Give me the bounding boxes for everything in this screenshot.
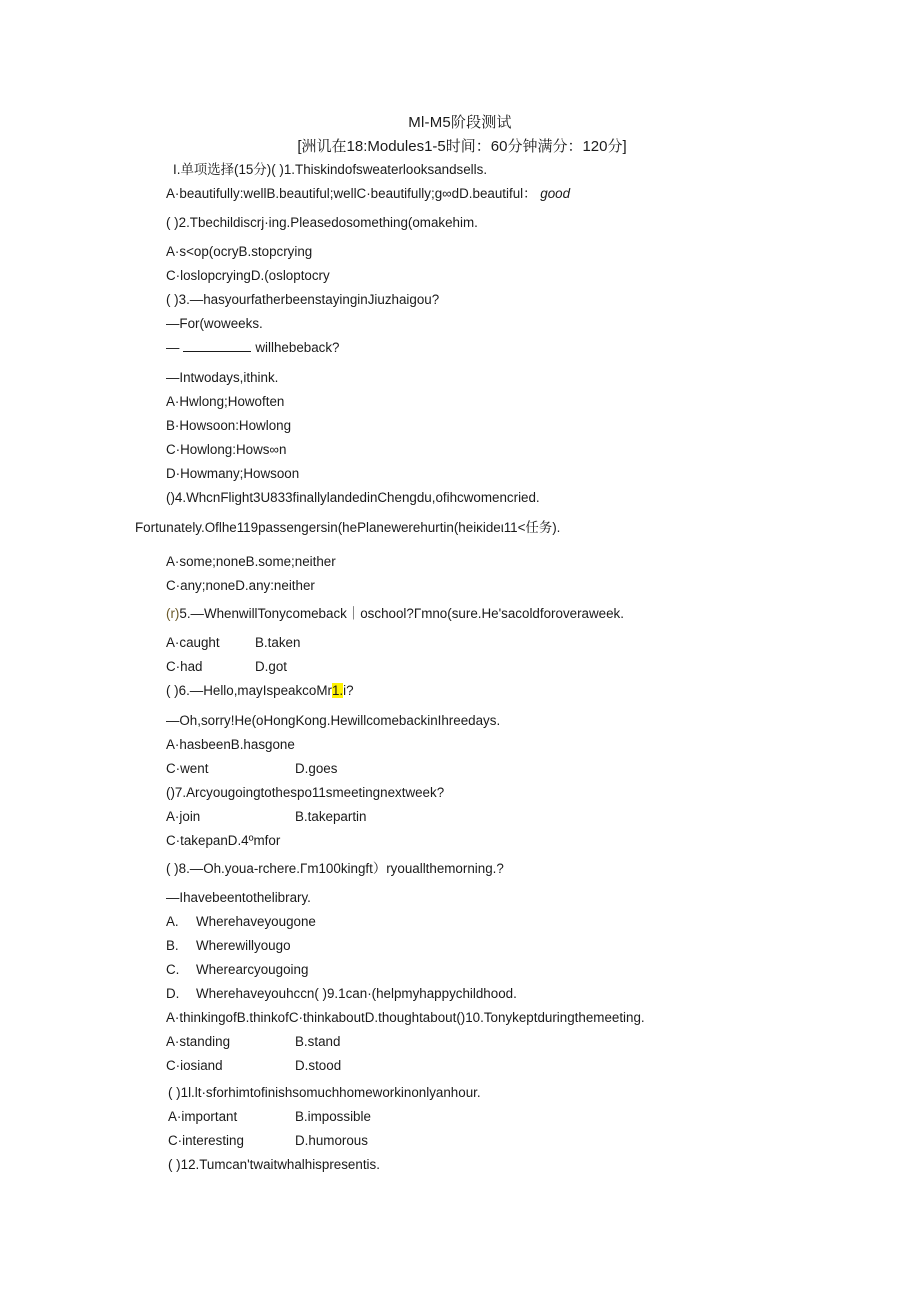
question-3-option-b: B·Howsoon:Howlong	[166, 418, 292, 433]
question-3-dialog-3: —Intwodays,ithink.	[166, 370, 279, 385]
question-3-dialog-2	[166, 339, 340, 357]
question-6-option-c: C·went	[166, 761, 209, 776]
question-8-option-b-letter: B.	[166, 938, 179, 953]
question-11-option-b: B.impossible	[295, 1109, 371, 1124]
question-10-option-d: D.stood	[295, 1058, 342, 1073]
question-6	[166, 682, 354, 700]
question-8-option-a-letter: A.	[166, 914, 179, 929]
question-5-option-c: C·had	[166, 659, 203, 674]
question-4-options-cd: C·any;noneD.any:neither	[166, 578, 315, 593]
page-title: Ml-M5阶段测试	[408, 114, 512, 131]
question-12: ( )12.Tumcan'twaitwhalhispresentis.	[168, 1157, 380, 1172]
question-2: ( )2.Tbechildiscrj·ing.Pleasedosomething(omakehim.	[166, 215, 478, 230]
question-2-options-cd: C·loslopcryingD.(oslopto​cry	[166, 268, 330, 283]
question-4-continued: Fortunately.Oflhe119passengersin(hePlanewerehurtin(heiκideι11<任务).	[135, 520, 561, 535]
question-1-options	[166, 185, 570, 203]
question-6-dialog: —Oh,sorry!He(oHongKong.HewillcomebackinIhreedays.	[166, 713, 501, 728]
section-heading-question-1: I.单项选择(15分)( )1.Thiskindofsweaterlooksandsells.	[173, 162, 488, 177]
question-8-option-b: Wherewillyougo	[196, 938, 291, 953]
question-7-option-a: A·join	[166, 809, 201, 824]
question-8: ( )8.—Oh.youa-rchere.Γm100kingft）ryouallthemorning.?	[166, 861, 504, 876]
question-9-options-and-question-10: A·thinkingofB.thinkofC·thinkaboutD.thoughtabout()10.Tonykeptduringthemeeting.	[166, 1010, 645, 1025]
question-3-option-a: A·Hwlong;Howoften	[166, 394, 285, 409]
question-4: ()4.WhcnFlight3U833finallylandedinChengdu,ofihcwomencried.	[166, 490, 540, 505]
question-11: ( )1l.lt·sforhimtofinishsomuchhomeworkinonlyanhour.	[168, 1085, 481, 1100]
question-8-option-a: Wherehaveyougone	[196, 914, 316, 929]
question-6-options-ab: A·hasbeenB.hasgone	[166, 737, 295, 752]
question-4-options-ab: A·some;noneB.some;neither	[166, 554, 336, 569]
question-10-option-b: B.stand	[295, 1034, 341, 1049]
question-5	[166, 605, 624, 623]
question-3: ( )3.—hasyourfatherbeenstayinginJiuzhaigou?	[166, 292, 440, 307]
question-3-dialog-1: —For(woweeks.	[166, 316, 263, 331]
question-3-option-d: D·Howmany;Howsoon	[166, 466, 300, 481]
question-8-option-d-letter: D.	[166, 986, 180, 1001]
question-8-option-c: Wherearcyougoing	[196, 962, 309, 977]
question-11-option-d: D.humorous	[295, 1133, 368, 1148]
question-7-option-b: B.takepartin	[295, 809, 367, 824]
highlighted-text: 1.	[331, 683, 344, 698]
question-8-option-c-letter: C.	[166, 962, 180, 977]
question-3-dialog-2-text: willhebeback?	[255, 340, 340, 355]
question-11-option-a: A·important	[168, 1109, 238, 1124]
question-3-option-c: C·Howlong:Hows∞n	[166, 442, 287, 457]
question-5-bracket: (r)	[166, 606, 180, 621]
question-7-options-cd: C·takepanD.4ºmfor	[166, 833, 281, 848]
question-6-text: ( )6.—Hello,mayIspeakcoMr	[166, 683, 332, 698]
question-6-option-d: D.goes	[295, 761, 338, 776]
question-6-text-end: i?	[343, 683, 354, 698]
dash: —	[166, 340, 180, 355]
page-subtitle: [洲讥在18:Modules1-5时间：60分钟满分：120分]	[297, 138, 627, 155]
question-8-option-d-and-question-9: Wherehaveyouhccn( )9.1can·(helpmyhappychildhood.	[196, 986, 517, 1001]
question-1-options-text: A·beautifully:wellB.beautiful;wellC·beautifully;g∞dD.beautiful：	[166, 186, 537, 201]
question-10-option-a: A·standing	[166, 1034, 231, 1049]
answer-blank	[183, 339, 251, 352]
question-11-option-c: C·interesting	[168, 1133, 244, 1148]
question-2-options-ab: A·s<op(ocryB.stopcrying	[166, 244, 313, 259]
question-5-option-b: B.taken	[255, 635, 301, 650]
question-1-option-d-word: good	[540, 186, 571, 201]
question-5-option-d: D.got	[255, 659, 288, 674]
question-7: ()7.Arcyougoingtothespo11smeetingnextweek?	[166, 785, 445, 800]
question-8-dialog: —Ihavebeentothelibrary.	[166, 890, 311, 905]
question-5-text: 5.—WhenwillTonycomeback｜oschool?Γmno(sure.He'sacoldforoveraweek.	[179, 606, 624, 621]
question-10-option-c: C·iosiand	[166, 1058, 223, 1073]
question-5-option-a: A·caught	[166, 635, 220, 650]
